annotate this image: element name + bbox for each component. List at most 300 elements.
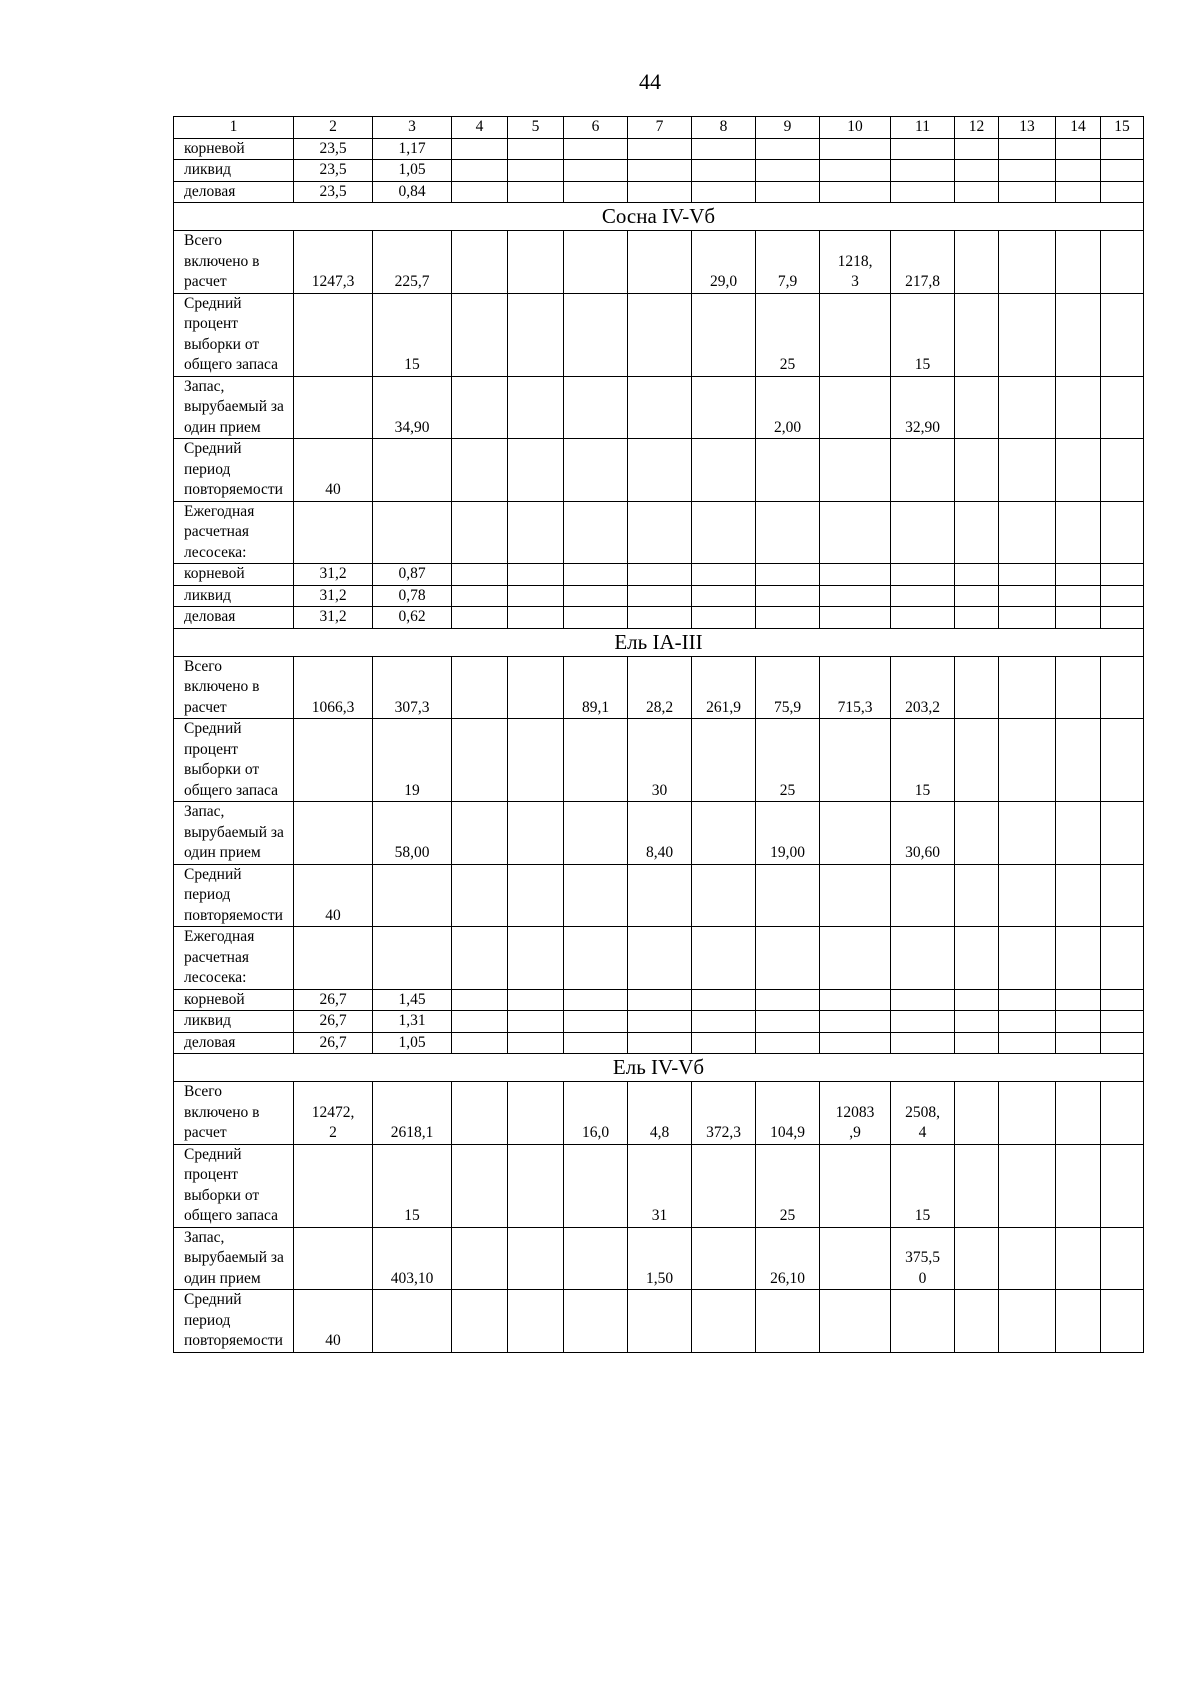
table-cell: [564, 607, 628, 629]
table-cell: [891, 439, 955, 502]
table-cell: [508, 1290, 564, 1353]
table-cell: [564, 927, 628, 990]
table-cell: 0,62: [373, 607, 452, 629]
table-cell: [955, 719, 999, 802]
table-cell: 40: [294, 1290, 373, 1353]
table-cell: 372,3: [692, 1082, 756, 1145]
table-cell: [508, 564, 564, 586]
table-cell: [756, 439, 820, 502]
row-label: деловая: [174, 607, 294, 629]
table-cell: [508, 989, 564, 1011]
table-cell: [891, 927, 955, 990]
table-cell: [1101, 376, 1144, 439]
table-cell: 203,2: [891, 656, 955, 719]
table-cell: [820, 181, 891, 203]
column-number: 10: [820, 117, 891, 139]
table-cell: [1056, 501, 1101, 564]
table-cell: [1101, 1227, 1144, 1290]
table-cell: [564, 293, 628, 376]
table-row: [174, 719, 1144, 802]
table-cell: [564, 1011, 628, 1033]
table-cell: 0,87: [373, 564, 452, 586]
table-cell: [628, 138, 692, 160]
table-cell: [891, 989, 955, 1011]
table-cell: [1101, 1144, 1144, 1227]
table-cell: [564, 160, 628, 182]
table-cell: [564, 439, 628, 502]
row-label: Средний процент выборки от общего запаса: [174, 293, 294, 376]
table-cell: [1101, 293, 1144, 376]
table-cell: [999, 864, 1056, 927]
table-cell: 12472, 2: [294, 1082, 373, 1145]
table-cell: [891, 501, 955, 564]
table-cell: [1056, 564, 1101, 586]
table-cell: [508, 585, 564, 607]
table-cell: 26,7: [294, 989, 373, 1011]
table-cell: [508, 1082, 564, 1145]
table-cell: 34,90: [373, 376, 452, 439]
table-cell: [1056, 1144, 1101, 1227]
table-cell: [452, 1227, 508, 1290]
section-title: Ель IV-Vб: [174, 1054, 1144, 1082]
table-cell: [628, 989, 692, 1011]
table-cell: [820, 1011, 891, 1033]
row-label: ликвид: [174, 160, 294, 182]
table-cell: [1056, 607, 1101, 629]
table-cell: [820, 1290, 891, 1353]
column-number: 14: [1056, 117, 1101, 139]
table-cell: 25: [756, 293, 820, 376]
table-cell: [999, 1032, 1056, 1054]
table-cell: [452, 1032, 508, 1054]
table-cell: [628, 160, 692, 182]
table-cell: [692, 1227, 756, 1290]
table-cell: [692, 927, 756, 990]
table-cell: [891, 181, 955, 203]
table-cell: [820, 864, 891, 927]
table-cell: [508, 1011, 564, 1033]
row-label: Средний период повторяемости: [174, 864, 294, 927]
table-cell: [1056, 181, 1101, 203]
table-row: [174, 138, 1144, 160]
table-cell: [999, 719, 1056, 802]
table-cell: 28,2: [628, 656, 692, 719]
table-cell: [1056, 864, 1101, 927]
table-cell: [955, 864, 999, 927]
table-cell: [756, 138, 820, 160]
table-cell: [452, 439, 508, 502]
table-cell: [756, 160, 820, 182]
section-heading-row: [174, 203, 1144, 231]
table-cell: [373, 439, 452, 502]
table-cell: [1056, 231, 1101, 294]
table-cell: [692, 501, 756, 564]
column-number: 12: [955, 117, 999, 139]
table-cell: [756, 181, 820, 203]
table-cell: [564, 1032, 628, 1054]
table-cell: 40: [294, 439, 373, 502]
table-row: [174, 1144, 1144, 1227]
table-cell: 12083 ,9: [820, 1082, 891, 1145]
table-cell: [692, 1144, 756, 1227]
column-number: 9: [756, 117, 820, 139]
table-cell: 1,31: [373, 1011, 452, 1033]
table-cell: [692, 802, 756, 865]
table-cell: [294, 1144, 373, 1227]
table-cell: [955, 802, 999, 865]
table-cell: [508, 927, 564, 990]
table-cell: [1101, 607, 1144, 629]
table-cell: [955, 138, 999, 160]
table-cell: [628, 376, 692, 439]
table-cell: [955, 231, 999, 294]
table-cell: [1101, 1011, 1144, 1033]
table-cell: [1101, 138, 1144, 160]
table-cell: [1101, 1032, 1144, 1054]
table-cell: [756, 585, 820, 607]
table-row: [174, 160, 1144, 182]
table-cell: 15: [891, 1144, 955, 1227]
table-cell: [955, 1011, 999, 1033]
table-cell: 15: [891, 719, 955, 802]
table-row: [174, 1290, 1144, 1353]
table-cell: [756, 1011, 820, 1033]
table-cell: [999, 231, 1056, 294]
table-cell: [1101, 1082, 1144, 1145]
table-cell: 8,40: [628, 802, 692, 865]
table-cell: [1056, 376, 1101, 439]
table-cell: 26,7: [294, 1032, 373, 1054]
section-title: Сосна IV-Vб: [174, 203, 1144, 231]
table-cell: [508, 501, 564, 564]
table-cell: [452, 181, 508, 203]
table-cell: [294, 802, 373, 865]
table-cell: 375,5 0: [891, 1227, 955, 1290]
table-cell: [1101, 656, 1144, 719]
table-cell: [955, 1144, 999, 1227]
table-cell: [756, 864, 820, 927]
table-cell: [1101, 160, 1144, 182]
table-cell: [891, 864, 955, 927]
row-label: Всего включено в расчет: [174, 656, 294, 719]
table-cell: [452, 989, 508, 1011]
table-cell: [999, 1082, 1056, 1145]
table-cell: [628, 864, 692, 927]
table-cell: [628, 927, 692, 990]
table-cell: [999, 160, 1056, 182]
table-cell: [628, 181, 692, 203]
table-cell: 19: [373, 719, 452, 802]
table-row: [174, 181, 1144, 203]
table-cell: [564, 138, 628, 160]
table-cell: [1056, 293, 1101, 376]
table-cell: [452, 1144, 508, 1227]
table-cell: [1101, 231, 1144, 294]
table-cell: [999, 181, 1056, 203]
table-cell: 1,05: [373, 1032, 452, 1054]
table-cell: [820, 719, 891, 802]
table-cell: [452, 231, 508, 294]
table-cell: [999, 927, 1056, 990]
table-cell: [628, 1032, 692, 1054]
table-cell: 58,00: [373, 802, 452, 865]
table-cell: [891, 1011, 955, 1033]
table-cell: 30,60: [891, 802, 955, 865]
table-cell: [452, 585, 508, 607]
table-cell: [1056, 719, 1101, 802]
row-label: Запас, вырубаемый за один прием: [174, 1227, 294, 1290]
column-number: 2: [294, 117, 373, 139]
table-cell: [692, 564, 756, 586]
table-cell: [692, 439, 756, 502]
table-cell: [294, 719, 373, 802]
table-cell: [820, 927, 891, 990]
table-cell: [564, 181, 628, 203]
table-cell: [628, 1011, 692, 1033]
table-cell: [1056, 138, 1101, 160]
table-cell: [1056, 1290, 1101, 1353]
table-cell: [452, 607, 508, 629]
table-cell: 1,45: [373, 989, 452, 1011]
table-cell: [692, 864, 756, 927]
table-cell: [891, 1290, 955, 1353]
table-row: [174, 1227, 1144, 1290]
table-row: [174, 802, 1144, 865]
table-cell: 403,10: [373, 1227, 452, 1290]
table-cell: [452, 927, 508, 990]
table-cell: [1101, 564, 1144, 586]
table-cell: 31,2: [294, 607, 373, 629]
table-cell: [692, 1011, 756, 1033]
table-cell: [820, 802, 891, 865]
table-cell: [1056, 439, 1101, 502]
row-label: Ежегодная расчетная лесосека:: [174, 501, 294, 564]
table-cell: [999, 376, 1056, 439]
table-cell: [508, 656, 564, 719]
row-label: деловая: [174, 1032, 294, 1054]
table-cell: [692, 181, 756, 203]
table-cell: [564, 864, 628, 927]
table-cell: [955, 1082, 999, 1145]
table-row: [174, 1011, 1144, 1033]
table-cell: [452, 802, 508, 865]
table-cell: [692, 138, 756, 160]
table-cell: 40: [294, 864, 373, 927]
table-row: [174, 585, 1144, 607]
table-cell: [452, 719, 508, 802]
column-number: 11: [891, 117, 955, 139]
table-cell: [452, 376, 508, 439]
table-cell: [955, 501, 999, 564]
table-cell: 261,9: [692, 656, 756, 719]
table-cell: [955, 607, 999, 629]
row-label: Средний процент выборки от общего запаса: [174, 1144, 294, 1227]
table-cell: [692, 160, 756, 182]
table-cell: 0,84: [373, 181, 452, 203]
table-cell: 1066,3: [294, 656, 373, 719]
column-number: 15: [1101, 117, 1144, 139]
table-cell: [564, 585, 628, 607]
table-cell: 15: [891, 293, 955, 376]
table-cell: [373, 927, 452, 990]
table-cell: [508, 719, 564, 802]
table-cell: [955, 1032, 999, 1054]
table-cell: [508, 802, 564, 865]
table-cell: 715,3: [820, 656, 891, 719]
table-cell: [820, 160, 891, 182]
table-cell: [1056, 656, 1101, 719]
table-cell: [955, 181, 999, 203]
table-cell: [564, 989, 628, 1011]
table-cell: [999, 585, 1056, 607]
table-cell: [820, 607, 891, 629]
table-cell: 31: [628, 1144, 692, 1227]
table-cell: [628, 293, 692, 376]
row-label: Средний период повторяемости: [174, 1290, 294, 1353]
table-cell: [820, 138, 891, 160]
table-cell: [999, 989, 1056, 1011]
table-cell: [1056, 1082, 1101, 1145]
table-cell: [692, 585, 756, 607]
table-row: [174, 501, 1144, 564]
table-cell: 1247,3: [294, 231, 373, 294]
row-label: Всего включено в расчет: [174, 231, 294, 294]
row-label: Средний процент выборки от общего запаса: [174, 719, 294, 802]
table-cell: [999, 1227, 1056, 1290]
table-cell: [452, 138, 508, 160]
table-cell: [373, 1290, 452, 1353]
column-number: 5: [508, 117, 564, 139]
column-number: 13: [999, 117, 1056, 139]
table-cell: [564, 1144, 628, 1227]
table-cell: [1056, 1227, 1101, 1290]
table-cell: [955, 564, 999, 586]
table-cell: [564, 802, 628, 865]
table-cell: 2508, 4: [891, 1082, 955, 1145]
table-cell: [628, 501, 692, 564]
row-label: Всего включено в расчет: [174, 1082, 294, 1145]
row-label: корневой: [174, 989, 294, 1011]
table-cell: [628, 585, 692, 607]
table-cell: 104,9: [756, 1082, 820, 1145]
table-cell: [1056, 802, 1101, 865]
table-cell: [955, 376, 999, 439]
table-cell: [294, 293, 373, 376]
section-title: Ель IA-III: [174, 628, 1144, 656]
column-number: 4: [452, 117, 508, 139]
table-cell: [508, 439, 564, 502]
table-cell: 0,78: [373, 585, 452, 607]
table-cell: [756, 564, 820, 586]
table-cell: [508, 160, 564, 182]
table-cell: [508, 138, 564, 160]
table-cell: [756, 607, 820, 629]
table-cell: [628, 1290, 692, 1353]
table-cell: [564, 719, 628, 802]
table-cell: [891, 138, 955, 160]
table-cell: [1101, 501, 1144, 564]
table-row: [174, 1082, 1144, 1145]
table-cell: [564, 1290, 628, 1353]
table-cell: [1101, 1290, 1144, 1353]
table-row: [174, 1032, 1144, 1054]
table-cell: [820, 439, 891, 502]
table-cell: [955, 1290, 999, 1353]
table-cell: [508, 293, 564, 376]
table-cell: [891, 160, 955, 182]
table-cell: [452, 293, 508, 376]
table-cell: [692, 719, 756, 802]
row-label: деловая: [174, 181, 294, 203]
table-cell: [508, 864, 564, 927]
table-row: [174, 376, 1144, 439]
table-cell: [692, 293, 756, 376]
row-label: ликвид: [174, 585, 294, 607]
table-cell: [564, 1227, 628, 1290]
table-cell: [1056, 585, 1101, 607]
table-cell: [955, 656, 999, 719]
table-cell: [692, 1290, 756, 1353]
table-cell: [1101, 181, 1144, 203]
section-heading-row: [174, 628, 1144, 656]
table-cell: [999, 802, 1056, 865]
table-cell: [955, 1227, 999, 1290]
row-label: Запас, вырубаемый за один прием: [174, 376, 294, 439]
table-cell: [999, 501, 1056, 564]
table-row: [174, 293, 1144, 376]
table-cell: [373, 501, 452, 564]
table-cell: [999, 607, 1056, 629]
table-cell: [628, 607, 692, 629]
table-cell: 2,00: [756, 376, 820, 439]
table-cell: [564, 501, 628, 564]
table-cell: [452, 656, 508, 719]
table-cell: [820, 1227, 891, 1290]
table-cell: [955, 989, 999, 1011]
table-cell: [820, 1032, 891, 1054]
table-cell: [508, 376, 564, 439]
table-cell: [820, 585, 891, 607]
table-cell: [955, 293, 999, 376]
table-cell: [891, 607, 955, 629]
column-number: 8: [692, 117, 756, 139]
table-cell: [1101, 927, 1144, 990]
column-number: 1: [174, 117, 294, 139]
table-cell: [452, 1290, 508, 1353]
table-row: [174, 656, 1144, 719]
table-cell: [999, 656, 1056, 719]
column-number: 7: [628, 117, 692, 139]
table-cell: [294, 501, 373, 564]
row-label: корневой: [174, 564, 294, 586]
table-cell: 26,7: [294, 1011, 373, 1033]
table-cell: [999, 1144, 1056, 1227]
table-row: [174, 989, 1144, 1011]
table-cell: [452, 501, 508, 564]
table-cell: 19,00: [756, 802, 820, 865]
table-cell: [564, 376, 628, 439]
table-cell: [1056, 160, 1101, 182]
table-cell: [1056, 927, 1101, 990]
table-cell: [1101, 989, 1144, 1011]
table-cell: 1,05: [373, 160, 452, 182]
table-cell: 25: [756, 1144, 820, 1227]
table-cell: [1101, 439, 1144, 502]
table-cell: [999, 564, 1056, 586]
table-cell: 29,0: [692, 231, 756, 294]
table-row: [174, 607, 1144, 629]
table-row: [174, 864, 1144, 927]
